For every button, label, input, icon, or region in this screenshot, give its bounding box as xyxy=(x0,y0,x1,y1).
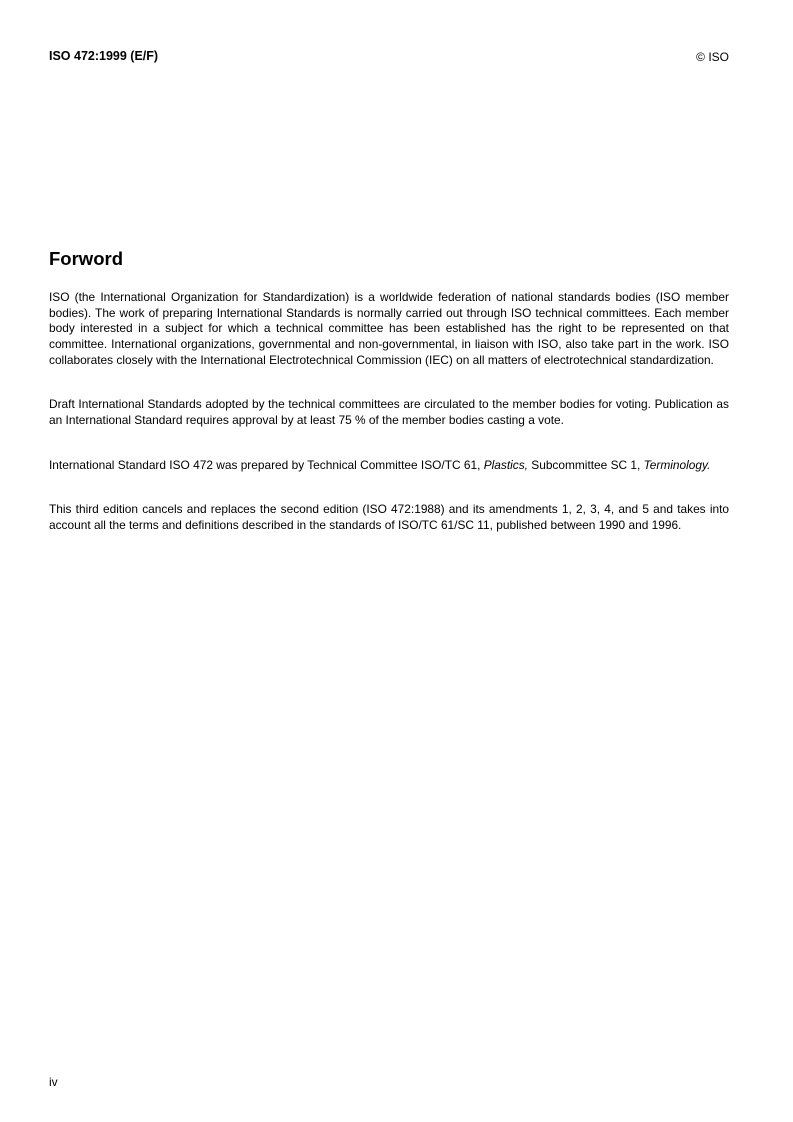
page-number: iv xyxy=(49,1075,58,1089)
preparation-text: International Standard ISO 472 was prepared by Technical Committee ISO/TC 61, xyxy=(49,458,484,472)
subcommittee-text: Subcommittee SC 1, xyxy=(527,458,644,472)
paragraph-preparation xyxy=(49,458,729,474)
paragraph-iso-description: ISO (the International Organization for Standardization) is a worldwide federation of national standards bodies (ISO member bodies). The work of preparing International Standards is normally carried out through ISO technical committees. Each member body interested in a subject for which a technical committee has been established has the right to be represented on that committee. International organizations, governmental and non-governmental, in liaison with ISO, also take part in the work. ISO collaborates closely with the International Electrotechnical Commission (IEC) on all matters of electrotechnical standardization. xyxy=(49,290,729,367)
plastics-term: Plastics, xyxy=(483,458,528,472)
copyright-notice: © ISO xyxy=(696,50,729,64)
terminology-term: Terminology. xyxy=(643,458,711,472)
standard-reference: ISO 472:1999 (E/F) xyxy=(49,49,159,63)
page-title: Forword xyxy=(49,248,123,269)
paragraph-draft-standards: Draft International Standards adopted by the technical committees are circulated to the member bodies for voting. Publication as an International Standard requires approval by at least 75 % of the member bodies casting a vote. xyxy=(49,397,729,427)
paragraph-edition: This third edition cancels and replaces the second edition (ISO 472:1988) and its amendments 1, 2, 3, 4, and 5 and takes into account all the terms and definitions described in the standards of ISO/TC 61/SC 11, published between 1990 and 1996. xyxy=(49,502,729,532)
